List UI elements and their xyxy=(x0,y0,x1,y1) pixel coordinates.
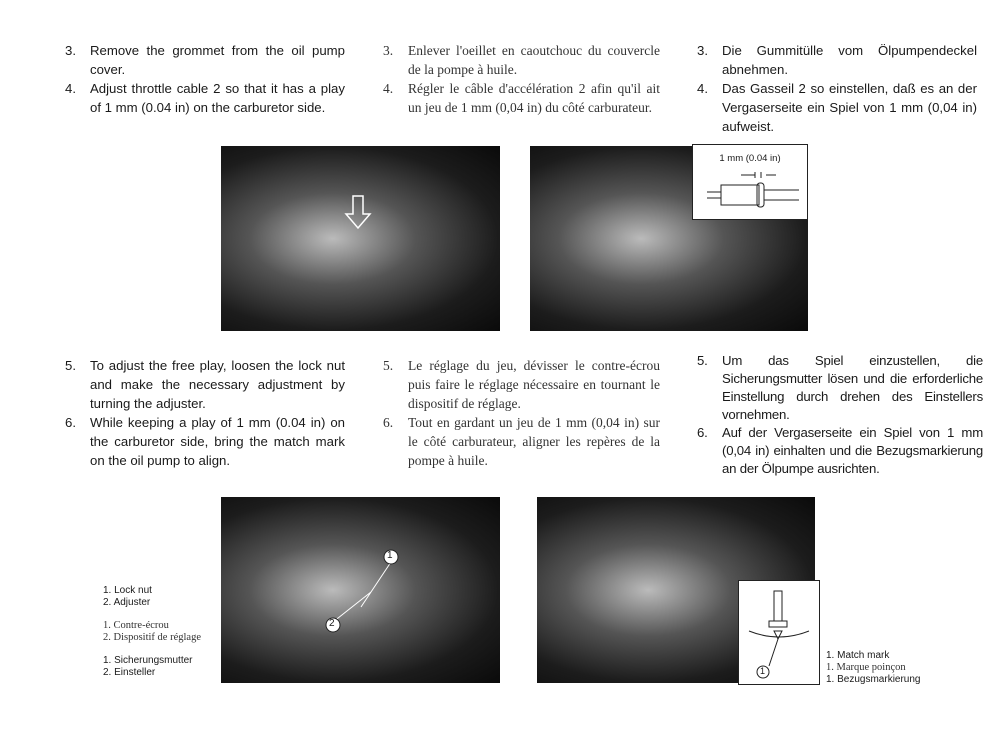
step-text: Enlever l'oeillet en caoutchouc du couvercle de la pompe à huile. xyxy=(408,43,660,77)
top-text-french xyxy=(383,41,660,117)
caption-line: 1. Marque poinçon xyxy=(826,662,906,673)
step-number: 3. xyxy=(697,43,708,58)
cable-play-diagram xyxy=(692,144,808,220)
caption-line: 1. Match mark xyxy=(826,650,890,661)
step-4-en xyxy=(65,79,345,117)
step-3-en xyxy=(65,41,345,79)
step-text: Um das Spiel einzustellen, die Sicherungsmutter lösen und die erforderliche Einstellung durch drehen des Einstellers vornehmen. xyxy=(722,353,983,422)
step-number: 5. xyxy=(383,358,394,373)
mid-text-german xyxy=(697,352,983,478)
mid-text-french xyxy=(383,356,660,470)
step-number: 4. xyxy=(697,81,708,96)
step-5-fr xyxy=(383,356,660,413)
callout-1: 1 xyxy=(760,666,766,676)
callout-markers xyxy=(221,497,500,683)
caption-line: 2. Adjuster xyxy=(103,597,151,608)
callout-2: 2 xyxy=(329,618,335,629)
caption-line: 2. Dispositif de réglage xyxy=(103,632,201,643)
step-number: 3. xyxy=(383,43,394,58)
photo-lock-nut-adjuster xyxy=(221,497,500,683)
step-text: Adjust throttle cable 2 so that it has a play of 1 mm (0.04 in) on the carburetor side. xyxy=(90,81,345,115)
step-text: Régler le câble d'accélération 2 afin qu'il ait un jeu de 1 mm (0,04 in) du côté carburateur. xyxy=(408,81,660,115)
step-text: Tout en gardant un jeu de 1 mm (0,04 in) sur le côté carburateur, aligner les repères de la pompe à huile. xyxy=(408,415,660,468)
step-6-de xyxy=(697,424,983,478)
match-mark-drawing xyxy=(739,581,819,684)
step-text: Remove the grommet from the oil pump cover. xyxy=(90,43,345,77)
step-text: Auf der Vergaserseite ein Spiel von 1 mm (0,04 in) einhalten und die Bezugsmarkierung an der Ölpumpe ausrichten. xyxy=(722,425,983,476)
step-number: 3. xyxy=(65,43,76,58)
photo-throttle-cable xyxy=(221,146,500,331)
step-number: 6. xyxy=(383,415,394,430)
step-4-fr xyxy=(383,79,660,117)
step-text: To adjust the free play, loosen the lock nut and make the necessary adjustment by turning the adjuster. xyxy=(90,358,345,411)
step-text: Das Gasseil 2 so einstellen, daß es an der Vergaserseite ein Spiel von 1 mm (0,04 in) aufweist. xyxy=(722,81,977,134)
step-3-de xyxy=(697,41,977,79)
caption-left xyxy=(103,585,201,679)
caption-line: 2. Einsteller xyxy=(103,667,156,678)
mid-text-english xyxy=(65,356,345,470)
step-4-de xyxy=(697,79,977,136)
step-number: 6. xyxy=(697,425,708,440)
step-6-fr xyxy=(383,413,660,470)
step-number: 5. xyxy=(65,358,76,373)
step-6-en xyxy=(65,413,345,470)
play-label: 1 mm (0.04 in) xyxy=(719,153,781,164)
arrow-icon xyxy=(221,146,500,331)
step-text: Le réglage du jeu, dévisser le contre-écrou puis faire le réglage nécessaire en tournant le dispositif de réglage. xyxy=(408,358,660,411)
step-number: 6. xyxy=(65,415,76,430)
caption-line: 1. Bezugsmarkierung xyxy=(826,674,921,685)
step-text: While keeping a play of 1 mm (0.04 in) on the carburetor side, bring the match mark on the oil pump to align. xyxy=(90,415,345,468)
step-number: 4. xyxy=(383,81,394,96)
step-3-fr xyxy=(383,41,660,79)
step-5-en xyxy=(65,356,345,413)
step-number: 5. xyxy=(697,353,708,368)
top-text-german xyxy=(697,41,977,136)
caption-line: 1. Sicherungsmutter xyxy=(103,655,193,666)
step-5-de xyxy=(697,352,983,424)
step-number: 4. xyxy=(65,81,76,96)
caption-right xyxy=(826,650,921,686)
top-text-english xyxy=(65,41,345,117)
caption-line: 1. Contre-écrou xyxy=(103,620,169,631)
callout-1: 1 xyxy=(387,550,393,561)
cable-adjuster-drawing xyxy=(693,145,807,219)
caption-line: 1. Lock nut xyxy=(103,585,152,596)
step-text: Die Gummitülle vom Ölpumpendeckel abnehmen. xyxy=(722,43,977,77)
match-mark-diagram xyxy=(738,580,820,685)
